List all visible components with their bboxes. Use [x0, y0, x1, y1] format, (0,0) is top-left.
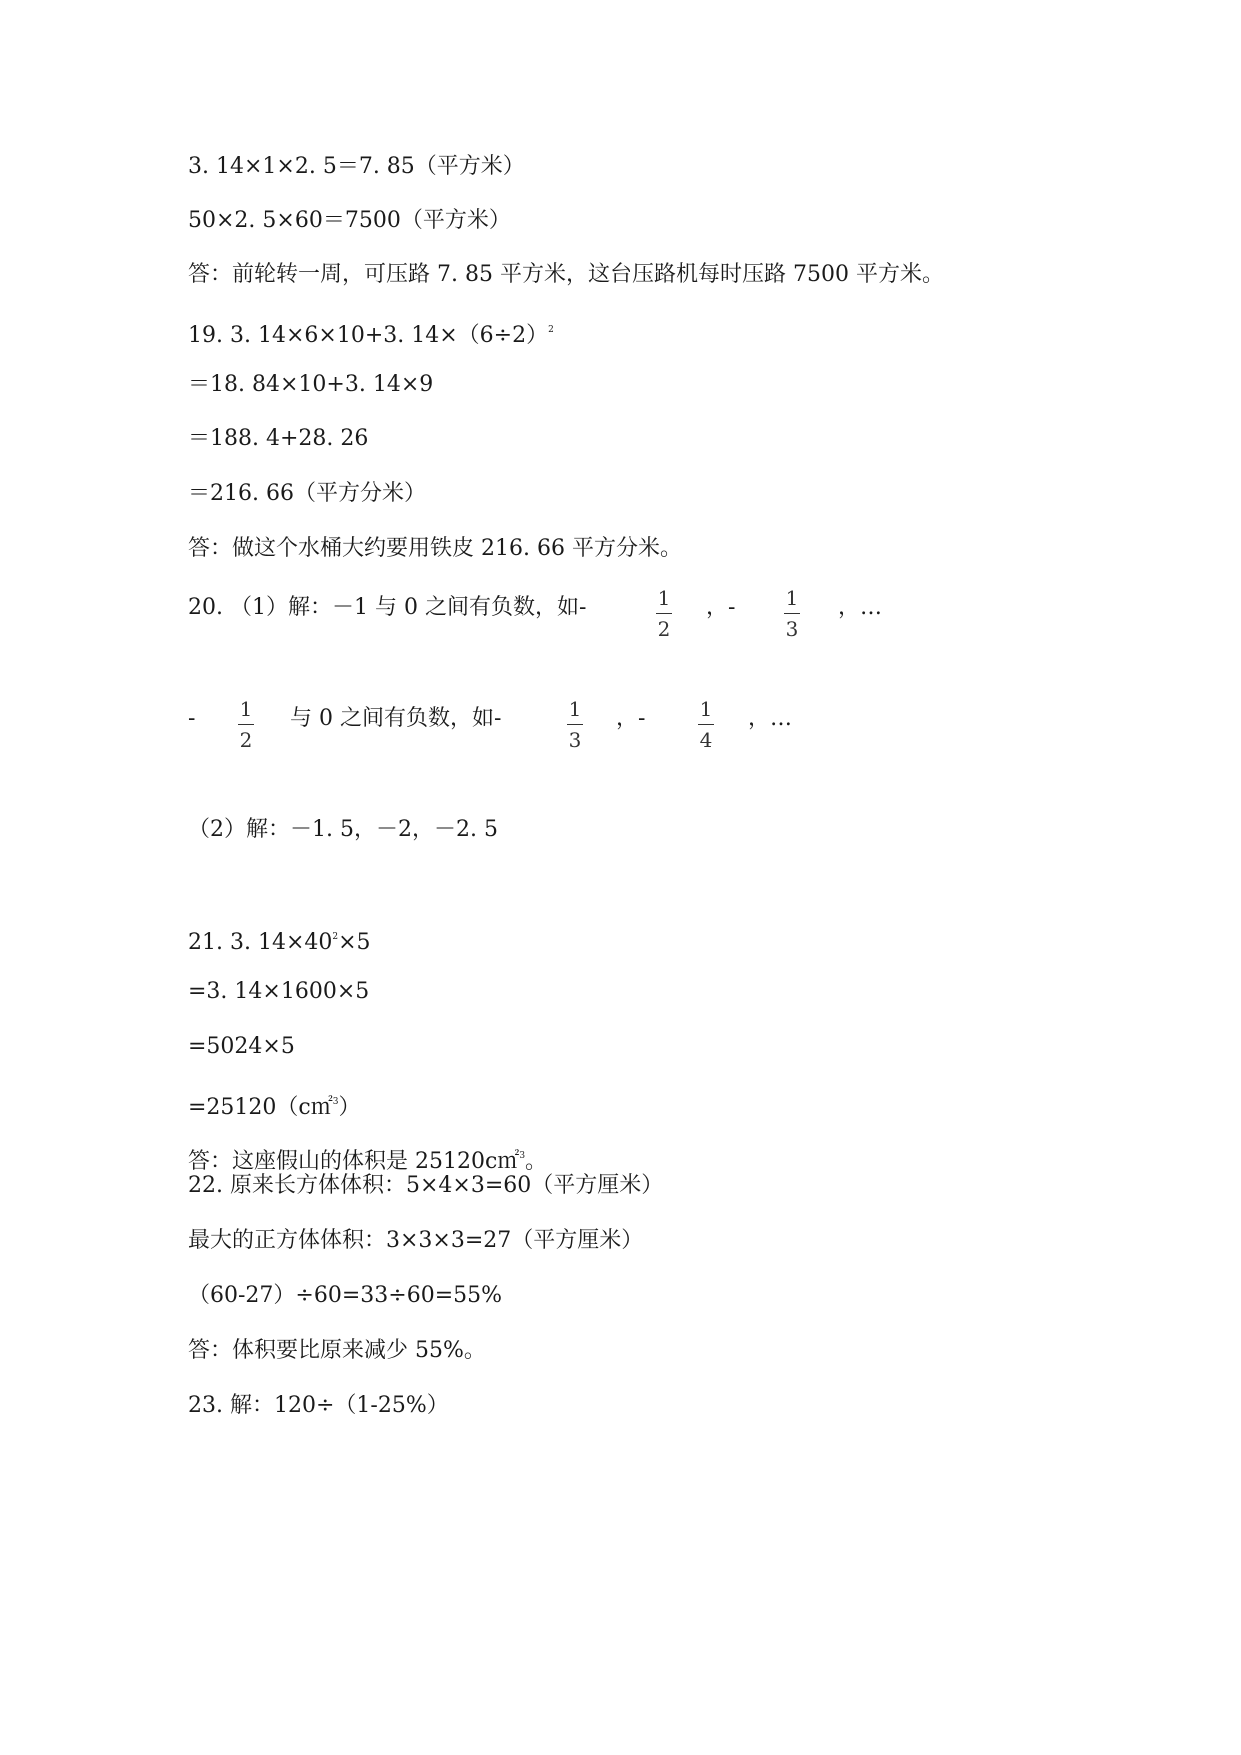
separator-comma-minus: ，-	[616, 706, 646, 731]
separator-comma-minus: ，-	[706, 595, 736, 620]
fraction-one-quarter: 1 4	[699, 697, 713, 752]
line-19-answer: 答：做这个水桶大约要用铁皮 216. 66 平方分米。	[188, 536, 682, 561]
separator-ellipsis: ，…	[838, 595, 883, 620]
minus-sign: -	[188, 706, 196, 731]
line-20-part-1-text-2: 与 0 之间有负数，如-	[290, 706, 502, 731]
line-19-step-2: ＝188. 4+28. 26	[188, 426, 369, 451]
line-21-step-2: =5024×5	[188, 1034, 295, 1059]
fraction-one-third: 1 3	[568, 697, 582, 752]
separator-ellipsis: ，…	[748, 706, 793, 731]
line-18-calc-1: 3. 14×1×2. 5＝7. 85（平方米）	[188, 154, 525, 179]
line-20-part-2: （2）解：－1. 5，－2，－2. 5	[188, 817, 498, 842]
line-22-step-1: 22. 原来长方体体积：5×4×3=60（平方厘米）	[188, 1173, 664, 1198]
line-18-calc-2: 50×2. 5×60＝7500（平方米）	[188, 208, 511, 233]
line-23-step-1: 23. 解：120÷（1-25%）	[188, 1393, 449, 1418]
line-19-formula: 19. 3. 14×6×10+3. $14\times(6\div 2)^2$	[188, 323, 554, 348]
line-21-answer: 答：这座假山的体积是 25120c㎡$^3$。	[188, 1149, 548, 1174]
line-21-step-3: =25120（c㎡$^3$）	[188, 1095, 361, 1120]
fraction-one-half: 1 2	[657, 586, 671, 641]
line-21-step-1: =3. 14×1600×5	[188, 979, 370, 1004]
line-19-step-3: ＝216. 66（平方分米）	[188, 481, 426, 506]
fraction-one-half: 1 2	[239, 697, 253, 752]
line-18-answer: 答：前轮转一周，可压路 7. 85 平方米，这台压路机每时压路 7500 平方米。	[188, 262, 944, 287]
line-22-answer: 答：体积要比原来减少 55%。	[188, 1338, 486, 1363]
line-21-formula: 21. 3. $14\times 40^2\times 5$	[188, 930, 371, 955]
line-22-step-2: 最大的正方体体积：3×3×3=27（平方厘米）	[188, 1228, 644, 1253]
line-19-step-1: ＝18. 84×10+3. 14×9	[188, 372, 434, 397]
line-20-part-1-text: 20. （1）解：－1 与 0 之间有负数，如-	[188, 595, 587, 620]
fraction-one-third: 1 3	[785, 586, 799, 641]
line-22-step-3: （60-27）÷60=33÷60=55%	[188, 1283, 503, 1308]
